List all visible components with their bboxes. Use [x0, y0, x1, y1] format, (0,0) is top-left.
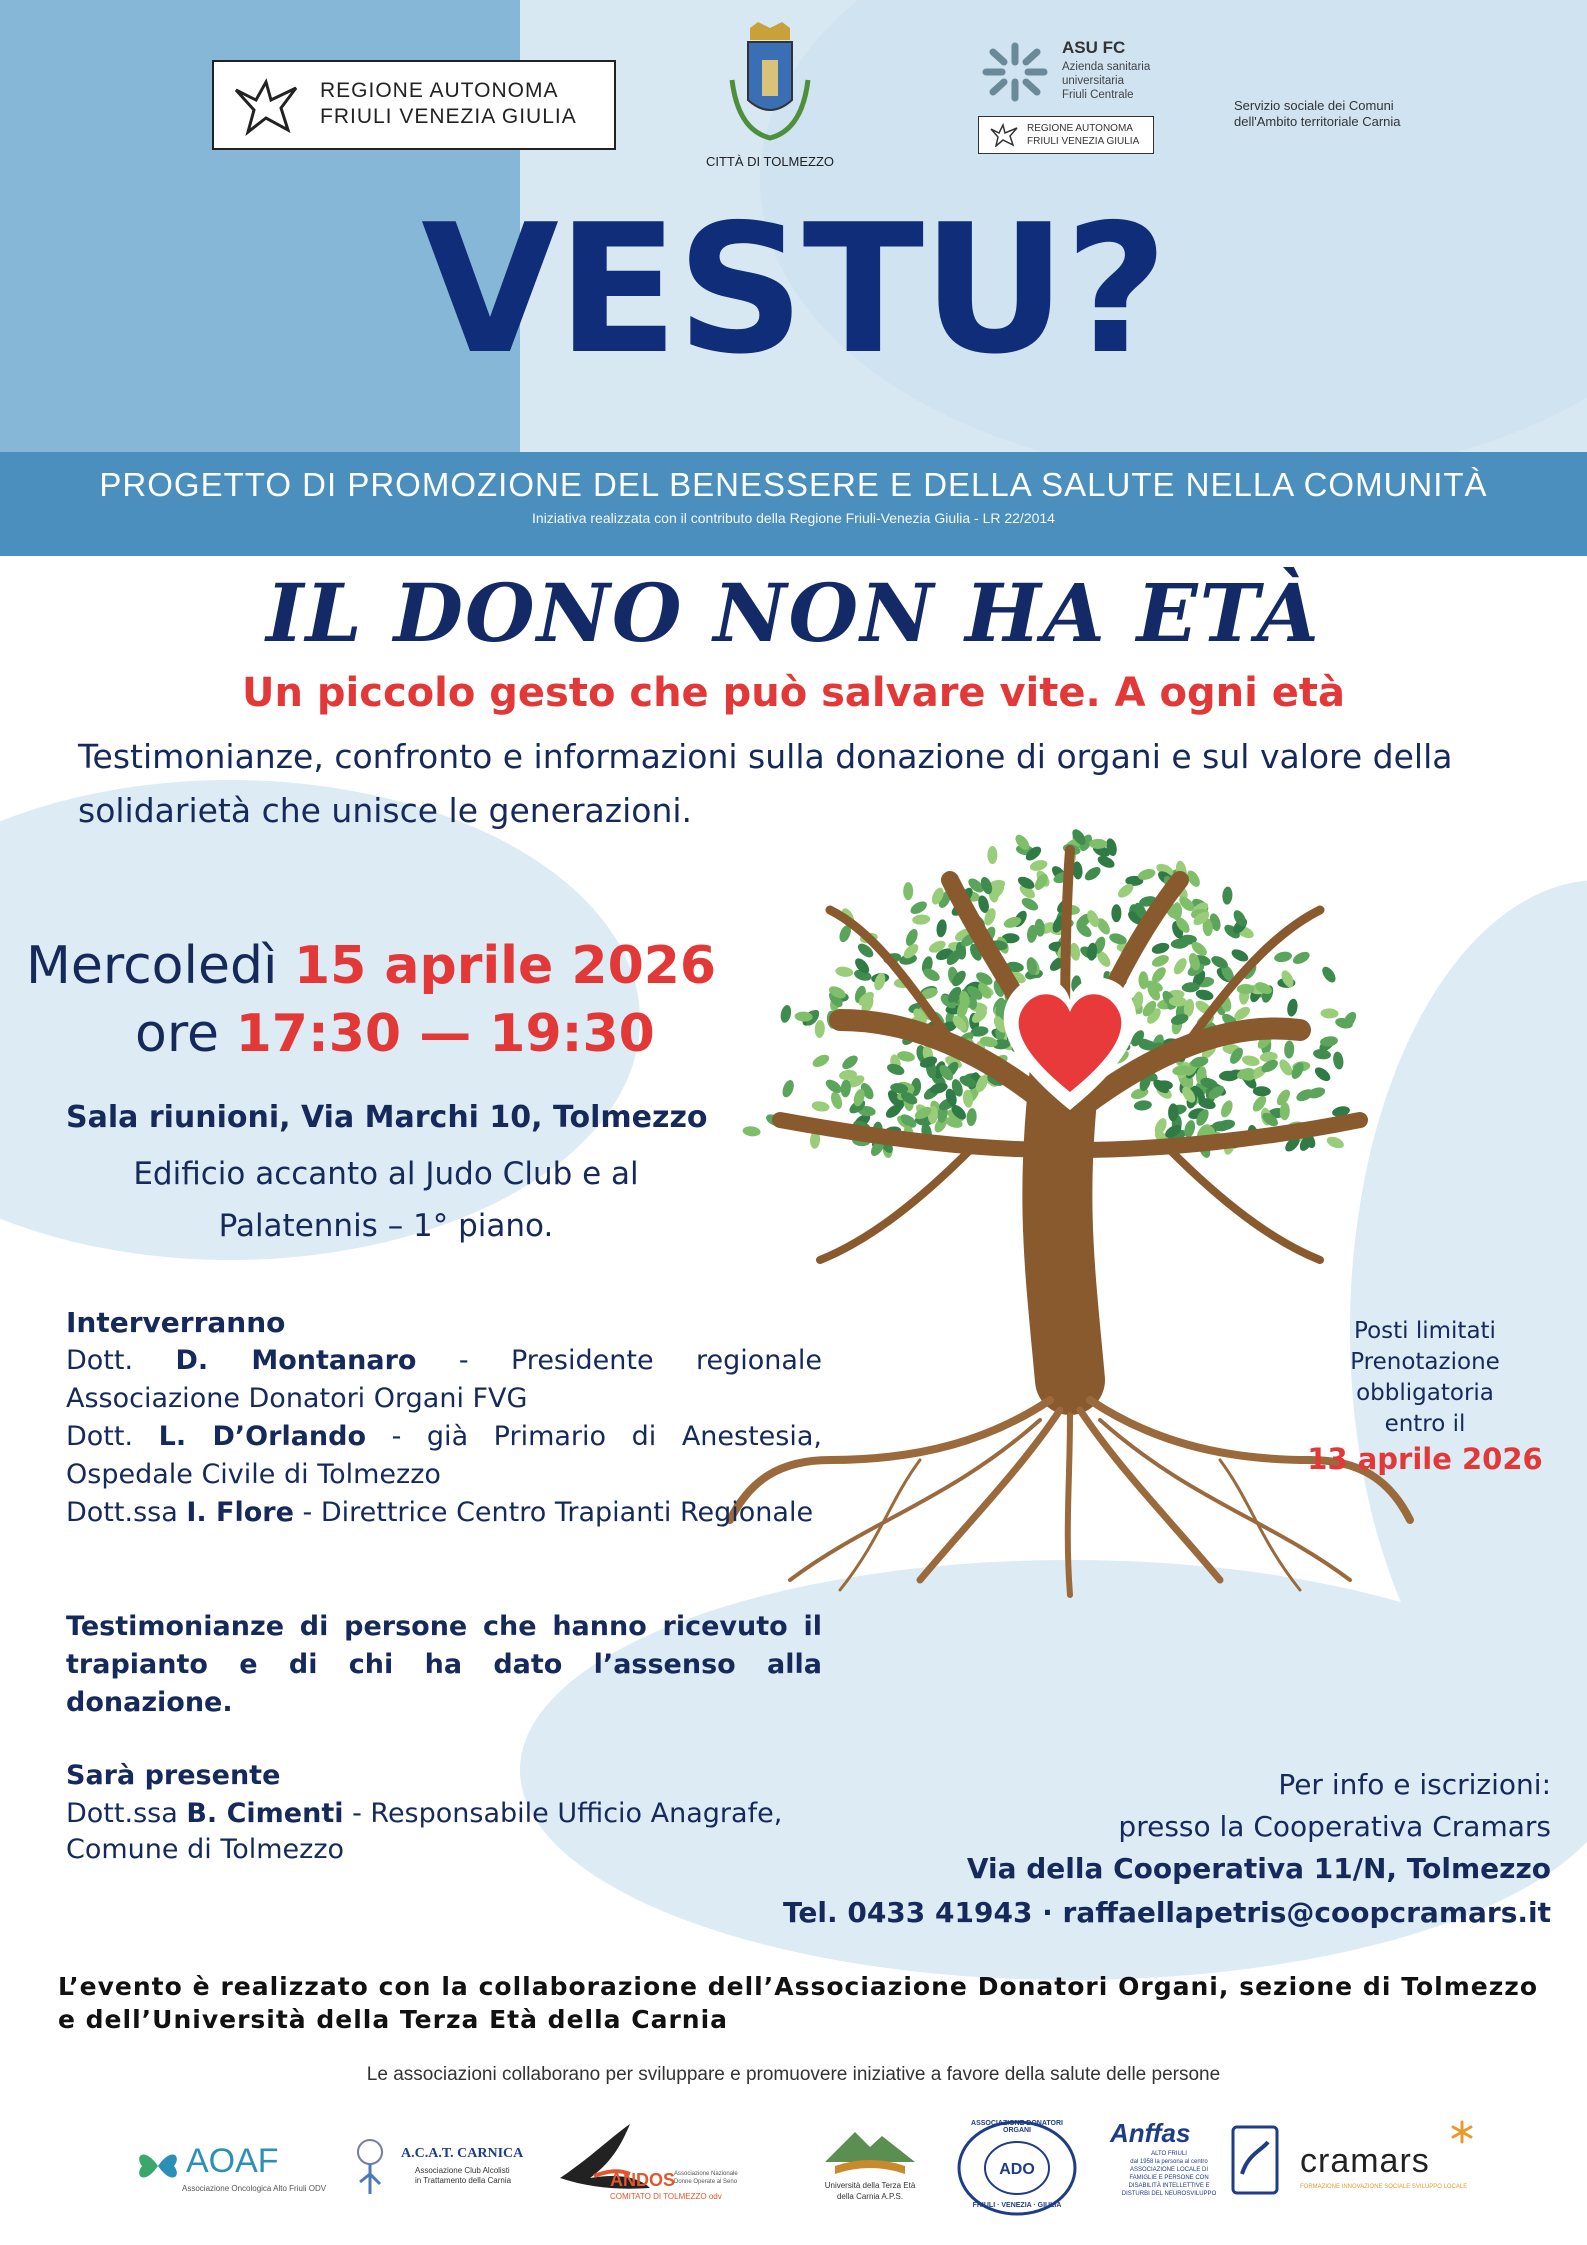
speaker-name: L. D’Orlando	[158, 1421, 367, 1452]
leaf	[840, 1053, 860, 1072]
leaf	[1320, 964, 1339, 984]
andos-subtitle: COMITATO DI TOLMEZZO odv	[610, 2192, 722, 2201]
acat-subtitle-line: in Trattamento della Carnia	[415, 2176, 512, 2185]
leaf	[1089, 839, 1107, 849]
asu-name: ASU FC	[1062, 38, 1126, 57]
leaf	[1195, 988, 1215, 1002]
leaf	[904, 927, 920, 948]
project-title: PROGETTO DI PROMOZIONE DEL BENESSERE E DELLA SALUTE NELLA COMUNITÀ	[99, 466, 1488, 503]
present-title: Dott.ssa	[66, 1798, 178, 1829]
info-organizer: presso la Cooperativa Cramars	[1118, 1810, 1551, 1843]
leaf	[903, 882, 913, 900]
region-logo-line: REGIONE AUTONOMA	[320, 79, 559, 102]
anffas-subtitle-line: FAMIGLIE E PERSONE CON	[1129, 2175, 1209, 2181]
leaf	[1230, 947, 1251, 964]
leaf	[1291, 949, 1312, 966]
region-logo-line: FRIULI VENEZIA GIULIA	[320, 105, 577, 128]
leaf	[1133, 1099, 1152, 1111]
associations-note: Le associazioni collaborano per sviluppare e promuovere iniziative a favore della salute delle persone	[366, 2064, 1221, 2085]
acat-logo	[345, 2118, 545, 2218]
butterfly-icon	[134, 2142, 182, 2190]
leaf	[1286, 998, 1299, 1017]
venue-details	[66, 1148, 706, 1252]
leaf	[1219, 1099, 1235, 1119]
servizio-line: dell'Ambito territoriale Carnia	[1234, 114, 1401, 129]
andos-side-line: Donne Operate al Seno	[674, 2179, 738, 2185]
leaf	[811, 1100, 830, 1113]
partner-logos	[130, 2118, 1510, 2228]
info-heading: Per info e iscrizioni:	[1278, 1768, 1551, 1801]
event-day: Mercoledì	[26, 936, 278, 996]
anffas-subtitle-line: ALTO FRIULI	[1151, 2151, 1187, 2157]
aoaf-logo	[130, 2118, 327, 2218]
project-subtitle: Iniziativa realizzata con il contributo della Regione Friuli-Venezia Giulia - LR 22/2014	[532, 510, 1055, 526]
asu-description-line: Friuli Centrale	[1062, 89, 1134, 101]
tolmezzo-crest-icon	[720, 20, 820, 150]
ado-name: ASSOCIAZIONE DONATORI ORGANI	[971, 2120, 1063, 2134]
leaf	[1295, 1087, 1316, 1104]
venue-detail-line: Edificio accanto al Judo Club e al	[133, 1156, 639, 1192]
asu-logo-icon	[978, 40, 1052, 104]
event-time	[135, 1004, 655, 1064]
asu-region-line: REGIONE AUTONOMA	[1027, 123, 1133, 134]
speaker-item	[66, 1494, 822, 1532]
booking-line: Posti limitati	[1354, 1318, 1496, 1344]
leaf	[780, 1079, 796, 1099]
present-role-line: Comune di Tolmezzo	[66, 1834, 345, 1865]
anffas-emblem-icon	[1230, 2124, 1280, 2196]
region-logo	[212, 60, 616, 150]
event-date-value: 15 aprile 2026	[293, 936, 717, 996]
leaf	[1150, 941, 1170, 956]
anffas-subtitle-line: DISTURBI DEL NEUROSVILUPPO	[1121, 2191, 1217, 2197]
speaker-name: D. Montanaro	[175, 1345, 417, 1376]
servizio-line: Servizio sociale dei Comuni	[1234, 98, 1394, 113]
leaf	[835, 966, 854, 978]
anffas-name: Anffas	[1110, 2118, 1191, 2148]
acat-subtitle-line: Associazione Club Alcolisti	[415, 2166, 510, 2175]
eagle-icon	[226, 70, 306, 140]
event-description: Testimonianze, confronto e informazioni sulla donazione di organi e sul valore della solidarietà che unisce le generazioni.	[78, 737, 1453, 830]
anffas-logo	[1110, 2118, 1290, 2218]
city-caption: CITTÀ DI TOLMEZZO	[705, 154, 835, 169]
asu-region-logo	[978, 116, 1154, 154]
booking-deadline: 13 aprile 2026	[1307, 1442, 1543, 1476]
leaf	[908, 899, 929, 917]
tree-heart-illustration	[720, 820, 1420, 1600]
flower-icon	[345, 2134, 395, 2198]
ute-text-line: Università della Terza Età	[824, 2181, 916, 2190]
speaker-name: I. Flore	[186, 1497, 294, 1528]
leaf	[1111, 904, 1121, 922]
acat-subtitle	[415, 2166, 511, 2186]
project-band	[0, 452, 1587, 556]
venue-detail-line: Palatennis – 1° piano.	[218, 1208, 554, 1244]
event-venue: Sala riunioni, Via Marchi 10, Tolmezzo	[66, 1100, 708, 1135]
ado-logo	[955, 2118, 1085, 2218]
leaf	[1320, 1008, 1338, 1019]
event-headline: IL DONO NON HA ETÀ	[266, 566, 1321, 660]
present-name: B. Cimenti	[186, 1798, 344, 1829]
info-address: Via della Cooperativa 11/N, Tolmezzo	[966, 1852, 1551, 1885]
leaf	[966, 1108, 978, 1127]
leaf	[1325, 1134, 1345, 1150]
cramars-subtitle: FORMAZIONE INNOVAZIONE SOCIALE SVILUPPO LOCALE	[1300, 2184, 1468, 2190]
booking-line: obbligatoria	[1356, 1380, 1494, 1406]
leaf	[1312, 1065, 1332, 1084]
leaf	[1273, 950, 1293, 963]
svg-text:ADO: ADO	[999, 2161, 1035, 2178]
event-time-value: 17:30 — 19:30	[235, 1004, 655, 1064]
speaker-role: - Direttrice Centro Trapianti Regionale	[302, 1497, 814, 1528]
asterisk-icon	[1450, 2120, 1474, 2144]
leaf	[1312, 1048, 1331, 1060]
asu-description-line: Azienda sanitaria	[1062, 61, 1151, 73]
collaboration-note: L’evento è realizzato con la collaborazione dell’Associazione Donatori Organi, sezione di Tolmezzo e dell’Università della Terza Età della Carnia	[58, 1972, 1538, 2034]
ado-subtitle: FRIULI · VENEZIA · GIULIA	[972, 2202, 1062, 2209]
leaf	[814, 1020, 825, 1038]
leaf	[742, 1125, 761, 1137]
asu-description	[1062, 60, 1172, 102]
andos-logo	[550, 2118, 750, 2218]
acat-name: A.C.A.T. CARNICA	[401, 2146, 524, 2161]
leaf	[1241, 1054, 1261, 1068]
leaf	[1284, 1040, 1295, 1058]
andos-side-text	[674, 2170, 738, 2186]
aoaf-name: AOAF	[186, 2142, 279, 2180]
leaf	[1029, 858, 1049, 872]
leaf	[779, 1004, 793, 1024]
anffas-subtitle-line: ASSOCIAZIONE LOCALE DI	[1129, 2167, 1209, 2173]
booking-note	[1290, 1316, 1560, 1440]
leaf	[935, 919, 947, 938]
leaf	[912, 914, 931, 926]
cramars-logo	[1300, 2118, 1510, 2218]
asu-description-line: universitaria	[1062, 75, 1124, 87]
leaf	[1150, 953, 1171, 969]
cramars-name: cramars	[1300, 2142, 1430, 2180]
present-role: - Responsabile Ufficio Anagrafe,	[352, 1798, 783, 1829]
speaker-title: Dott.ssa	[66, 1497, 178, 1528]
speaker-item	[66, 1418, 822, 1494]
anffas-subtitle-line: DISABILITÀ INTELLETTIVE E	[1128, 2183, 1210, 2189]
info-contacts: Tel. 0433 41943 · raffaellapetris@coopcramars.it	[782, 1896, 1551, 1929]
speaker-title: Dott.	[66, 1345, 134, 1376]
event-date	[26, 936, 716, 996]
andos-name: ANDOS	[610, 2170, 676, 2190]
speakers-heading: Interverranno	[66, 1306, 286, 1339]
event-time-prefix: ore	[135, 1004, 220, 1064]
leaf	[1171, 956, 1189, 977]
booking-line: Prenotazione	[1350, 1349, 1500, 1375]
mountain-book-icon	[820, 2122, 920, 2178]
aoaf-subtitle: Associazione Oncologica Alto Friuli ODV	[182, 2184, 327, 2193]
ute-text	[810, 2180, 930, 2202]
servizio-sociale	[1234, 98, 1464, 130]
testimonials-text: Testimonianze di persone che hanno ricevuto il trapianto e di chi ha dato l’assenso alla donazione.	[66, 1611, 822, 1718]
asu-region-line: FRIULI VENEZIA GIULIA	[1027, 136, 1140, 147]
leaf	[987, 846, 997, 864]
leaf	[811, 1052, 832, 1069]
main-title: VESTU?	[421, 186, 1166, 393]
speaker-role: - già Primario di Anestesia, Ospedale Civile di Tolmezzo	[66, 1421, 822, 1490]
leaf	[1082, 864, 1102, 883]
anffas-subtitle-line: dal 1958 la persona al centro	[1130, 2159, 1208, 2165]
leaf	[1222, 886, 1233, 905]
anffas-subtitle	[1114, 2150, 1224, 2198]
ute-text-line: della Carnia A.P.S.	[836, 2192, 904, 2201]
speaker-role: - Presidente regionale Associazione Donatori Organi FVG	[66, 1345, 823, 1414]
andos-side-line: Associazione Nazionale	[674, 2171, 738, 2177]
event-tagline: Un piccolo gesto che può salvare vite. A ogni età	[242, 670, 1345, 716]
booking-line: entro il	[1384, 1411, 1466, 1437]
speaker-title: Dott.	[66, 1421, 134, 1452]
leaf	[1332, 1051, 1345, 1070]
ute-logo	[810, 2118, 930, 2218]
present-heading: Sarà presente	[66, 1760, 281, 1791]
speaker-item	[66, 1342, 822, 1418]
eagle-icon	[987, 121, 1021, 147]
